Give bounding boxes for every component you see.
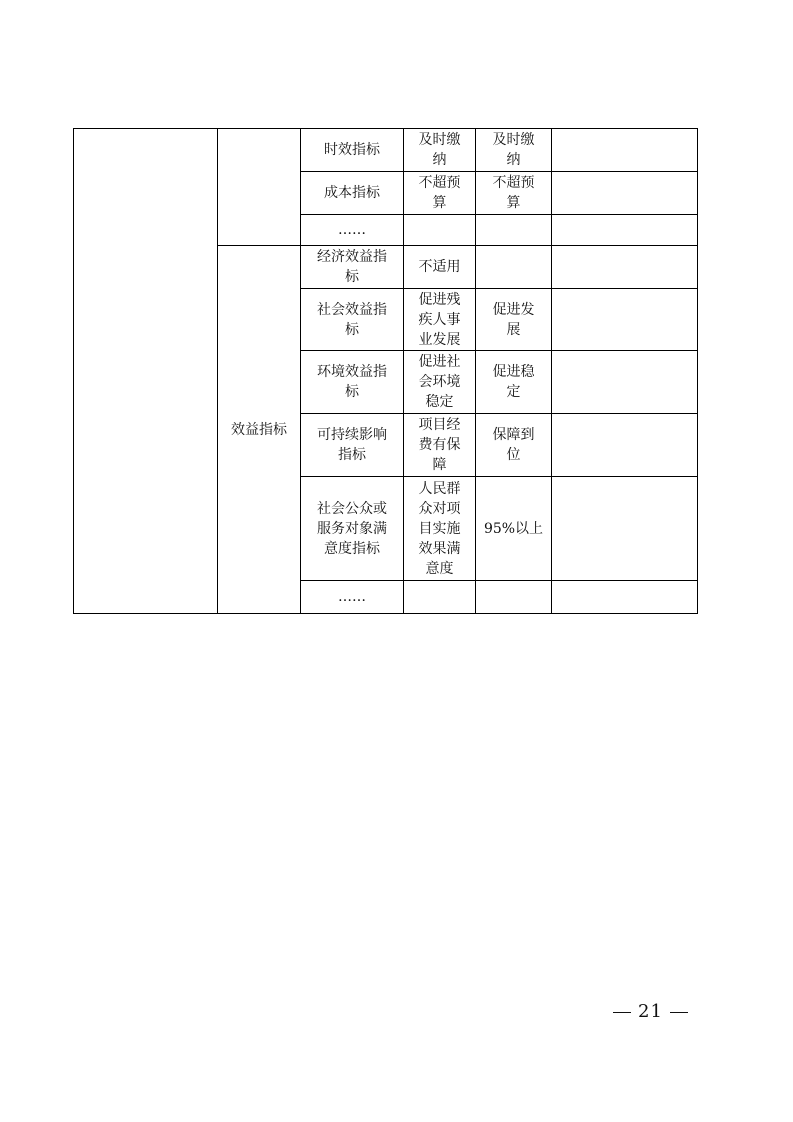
third-level-indicator: …… <box>301 581 404 614</box>
note-cell <box>552 351 698 414</box>
target-value: 项目经 费有保 障 <box>404 414 476 477</box>
target-value: 不适用 <box>404 246 476 289</box>
note-cell <box>552 172 698 215</box>
performance-indicator-table <box>73 128 698 614</box>
third-level-indicator: 社会公众或 服务对象满 意度指标 <box>301 477 404 581</box>
note-cell <box>552 246 698 289</box>
target-value: 促进社 会环境 稳定 <box>404 351 476 414</box>
third-level-indicator: 可持续影响 指标 <box>301 414 404 477</box>
note-cell <box>552 215 698 246</box>
page-number-text: 21 <box>638 1001 663 1022</box>
benefit-indicator-category: 效益指标 <box>218 246 301 614</box>
third-level-indicator: …… <box>301 215 404 246</box>
actual-value <box>476 581 552 614</box>
target-value <box>404 581 476 614</box>
actual-value: 促进发 展 <box>476 289 552 351</box>
note-cell <box>552 129 698 172</box>
third-level-indicator: 经济效益指 标 <box>301 246 404 289</box>
actual-value: 保障到 位 <box>476 414 552 477</box>
dash-left <box>613 1012 631 1013</box>
third-level-indicator: 社会效益指 标 <box>301 289 404 351</box>
note-cell <box>552 477 698 581</box>
second-level-indicator-cell <box>218 129 301 246</box>
note-cell <box>552 289 698 351</box>
dash-right <box>670 1012 688 1013</box>
third-level-indicator: 成本指标 <box>301 172 404 215</box>
note-cell <box>552 414 698 477</box>
page-number <box>606 1001 695 1022</box>
actual-value: 促进稳 定 <box>476 351 552 414</box>
actual-value <box>476 215 552 246</box>
note-cell <box>552 581 698 614</box>
target-value: 不超预 算 <box>404 172 476 215</box>
actual-value <box>476 246 552 289</box>
actual-value: 95%以上 <box>476 477 552 581</box>
first-level-indicator-cell <box>74 129 218 614</box>
actual-value: 不超预 算 <box>476 172 552 215</box>
third-level-indicator: 环境效益指 标 <box>301 351 404 414</box>
third-level-indicator: 时效指标 <box>301 129 404 172</box>
actual-value: 及时缴 纳 <box>476 129 552 172</box>
target-value <box>404 215 476 246</box>
target-value: 人民群 众对项 目实施 效果满 意度 <box>404 477 476 581</box>
table-row <box>74 129 698 172</box>
target-value: 及时缴 纳 <box>404 129 476 172</box>
target-value: 促进残 疾人事 业发展 <box>404 289 476 351</box>
